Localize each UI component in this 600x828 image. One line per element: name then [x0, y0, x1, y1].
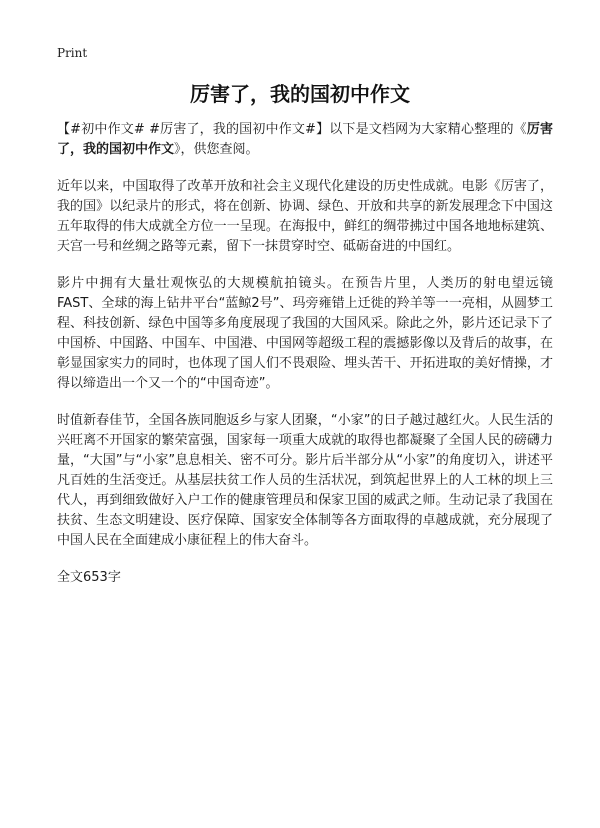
intro-tags: 【#初中作文# #厉害了，我的国初中作文#】: [57, 122, 330, 137]
intro-bold-title: 厉害了，我的国初中作文: [57, 122, 553, 157]
article-intro: [57, 120, 553, 160]
paragraph-3: 时值新春佳节，全国各族同胞返乡与家人团聚，“小家”的日子越过越红火。人民生活的兴旺离不开国家的繁荣富强，国家每一项重大成就的取得也都凝聚了全国人民的磅礴力量，“大国”与“小家”息息相关、密不可分。影片后半部分从“小家”的角度切入，讲述平凡百姓的生活变迁。从基层扶贫工作人员的生活状况，到筑起世界上的人工林的坝上三代人，再到细致做好入户工作的健康管理员和保家卫国的威武之师。生动记录了我国在扶贫、生态文明建设、医疗保障、国家安全体制等各方面取得的卓越成就，充分展现了中国人民在全面建成小康征程上的伟大奋斗。: [57, 413, 553, 548]
paragraph-2: 影片中拥有大量壮观恢弘的大规模航拍镜头。在预告片里，人类历的射电望远镜FAST、全球的海上钻井平台“蓝鲸2号”、玛旁雍错上迁徙的羚羊等一一亮相，从圆梦工程、科技创新、绿色中国等多角度展现了我国的大国风采。除此之外，影片还记录下了中国桥、中国路、中国车、中国港、中国网等超级工程的震撼影像以及背后的故事，在彰显国家实力的同时，也体现了国人们不畏艰险、埋头苦干、开拓进取的美好情操，才得以缔造出一个又一个的“中国奇迹”。: [57, 276, 553, 391]
article-title: 厉害了，我的国初中作文: [190, 82, 410, 106]
print-link[interactable]: Print: [57, 46, 88, 60]
paragraph-1: 近年以来，中国取得了改革开放和社会主义现代化建设的历史性成就。电影《厉害了，我的国》以纪录片的形式，将在创新、协调、绿色、开放和共享的新发展理念下中国这五年取得的伟大成就全方位一一呈现。在海报中，鲜红的绸带拂过中国各地地标建筑、天宫一号和丝绸之路等元素，留下一抹贯穿时空、砥砺奋进的中国红。: [57, 179, 553, 254]
intro-text-before: 以下是文档网为大家精心整理的《: [329, 122, 527, 137]
article-body: [57, 120, 553, 588]
word-count: 全文653字: [57, 570, 121, 585]
intro-text-after: 》，供您查阅。: [174, 142, 259, 157]
